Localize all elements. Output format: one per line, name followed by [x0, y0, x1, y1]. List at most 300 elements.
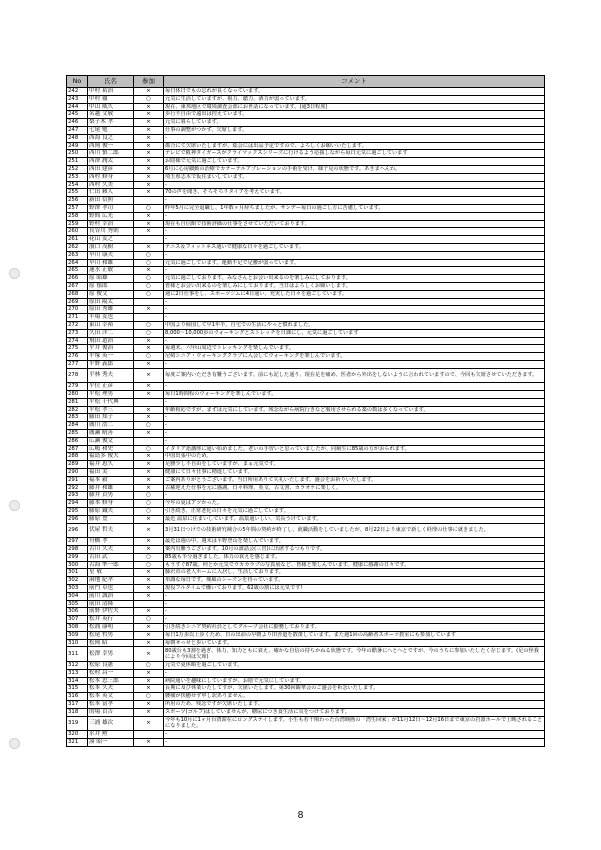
- comment-text: 毎週末、六甲山周辺でトレッキングを楽しんでいます。: [164, 345, 545, 353]
- comment-text: 元気に生活していますが、視力、聴力、酒力が弱っています。: [164, 95, 545, 103]
- member-name: 福井 恵久: [88, 461, 134, 469]
- table-row: [67, 414, 545, 422]
- member-name: 洞地 紀孝: [88, 577, 134, 585]
- comment-text: -: [164, 298, 545, 306]
- row-number: 250: [67, 150, 88, 158]
- member-name: 水井 勲: [88, 731, 134, 739]
- attendance-mark: ×: [134, 126, 164, 134]
- attendance-mark: ×: [134, 453, 164, 461]
- comment-text: イタリア語講座に通い始めました。老いの手習いと思っていましたが、同級生に85歳の方がおられます。: [164, 445, 545, 453]
- row-number: 296: [67, 515, 88, 523]
- table-row: [67, 204, 545, 212]
- attendance-mark: ×: [134, 360, 164, 368]
- row-number: 285: [67, 430, 88, 438]
- table-row: [67, 88, 545, 96]
- comment-text: -: [164, 337, 545, 345]
- attendance-mark: ○: [134, 661, 164, 669]
- attendance-mark: ○: [134, 290, 164, 298]
- attendance-mark: ×: [134, 685, 164, 693]
- member-name: 西村 久美: [88, 181, 134, 189]
- table-row: [67, 437, 545, 445]
- member-name: 早川 康夫: [88, 251, 134, 259]
- attendance-mark: ×: [134, 267, 164, 275]
- row-number: 318: [67, 708, 88, 716]
- member-name: 速水 正敏: [88, 267, 134, 275]
- comment-text: 元気に暮らしています。: [164, 119, 545, 127]
- attendance-mark: ○: [134, 321, 164, 329]
- table-row: [67, 329, 545, 337]
- attendance-mark: ○: [134, 251, 164, 259]
- member-name: 古海 準一郎: [88, 561, 134, 569]
- table-row: [67, 731, 545, 739]
- member-name: 松本 久夫: [88, 685, 134, 693]
- member-name: 西澤 潤太: [88, 158, 134, 166]
- row-number: 260: [67, 228, 88, 236]
- comment-text: -: [164, 306, 545, 314]
- table-row: [67, 398, 545, 406]
- row-number: 282: [67, 406, 88, 414]
- member-name: 平松 千代典: [88, 398, 134, 406]
- attendance-mark: ×: [134, 608, 164, 616]
- attendance-mark: ×: [134, 173, 164, 181]
- table-row: [67, 103, 545, 111]
- member-name: 前野 伊佐夫: [88, 608, 134, 616]
- member-name: 野澤 孝司: [88, 204, 134, 212]
- table-row: [67, 469, 545, 477]
- comment-text: 毎朝せっせと歩いています。: [164, 639, 545, 647]
- row-number: 288: [67, 453, 88, 461]
- member-name: 西海 良之: [88, 134, 134, 142]
- attendance-mark: ×: [134, 150, 164, 158]
- row-number: 261: [67, 236, 88, 244]
- member-name: 松本 富孝: [88, 700, 134, 708]
- row-number: 295: [67, 508, 88, 516]
- table-row: [67, 592, 545, 600]
- comment-text: 今年も10月に1ヶ月台湾滞在にロングステイします。小生も若干関わった台湾映画の「湾生回家」が11月12日〜12月16日まで東京の岩波ホールで上映されることになりました。: [165, 716, 543, 730]
- table-row: [67, 492, 545, 500]
- attendance-mark: ×: [134, 585, 164, 593]
- comment-text: -: [164, 134, 545, 142]
- attendance-mark: ○: [134, 353, 164, 361]
- header-name: 氏名: [88, 76, 134, 88]
- table-row: [67, 600, 545, 608]
- attendance-mark: ○: [134, 95, 164, 103]
- table-row: [67, 181, 545, 189]
- attendance-mark: ×: [134, 414, 164, 422]
- member-name: 古川 久夫: [88, 546, 134, 554]
- attendance-mark: ×: [134, 243, 164, 251]
- attendance-mark: ×: [134, 647, 164, 662]
- attendance-mark: [134, 314, 164, 322]
- comment-text: お陰様で元気に過ごしています。: [164, 158, 545, 166]
- member-name: 長谷川 秀則: [88, 228, 134, 236]
- comment-text: 引き続き、正常老化の日々を元気に過ごしています。: [164, 508, 545, 516]
- row-number: 290: [67, 469, 88, 477]
- comment-text: 最近 温泉に住まいしています。温泉通いしい、気長うけています。: [164, 515, 545, 523]
- member-name: 七尾 勉: [88, 126, 134, 134]
- table-row: [67, 661, 545, 669]
- table-row: [67, 623, 545, 631]
- comment-text: 現在、東邦地区で環境調査会部にお世話になっています。(通3日程度): [164, 103, 545, 111]
- attendance-mark: ×: [134, 103, 164, 111]
- comment-text: 現役フルタイムで働いております。62歳の割には元気です!: [164, 585, 545, 593]
- table-body: [67, 88, 545, 747]
- member-name: 藤本 修身: [88, 500, 134, 508]
- member-name: 三浦 雄次: [88, 716, 134, 731]
- row-number: 286: [67, 437, 88, 445]
- table-row: [67, 298, 545, 306]
- table-row: [67, 500, 545, 508]
- member-name: 舟橋 孝: [88, 538, 134, 546]
- member-name: 廣瀬 晴善: [88, 430, 134, 438]
- attendance-mark: ×: [134, 189, 164, 197]
- header-no: No: [67, 76, 88, 88]
- table-row: [67, 282, 545, 290]
- attendance-mark: ×: [134, 515, 164, 523]
- row-number: 294: [67, 500, 88, 508]
- row-number: 251: [67, 158, 88, 166]
- comment-text: スポーツ(ゴルフ)はしていませんが、糖尿につき食生活に気をつけております。: [164, 708, 545, 716]
- member-name: 松浦 康明: [88, 623, 134, 631]
- comment-text: -: [164, 437, 545, 445]
- table-row: [67, 608, 545, 616]
- attendance-mark: ×: [134, 538, 164, 546]
- member-name: 前田 清隆: [88, 600, 134, 608]
- row-number: 274: [67, 337, 88, 345]
- member-name: 福島多 俊夫: [88, 453, 134, 461]
- attendance-mark: ×: [134, 430, 164, 438]
- table-row: [67, 353, 545, 361]
- row-number: 259: [67, 220, 88, 228]
- attendance-mark: ○: [134, 508, 164, 516]
- comment-text: 週に2日仕事をし、スポーツジムに4日通い、充実した日々を過ごしています。: [164, 290, 545, 298]
- comment-text: 毎日1万歩以上歩くため、日の出前の早朝より田舎道を散策しています。また週1回の高齢者スポーツ教室にも参加しています: [164, 631, 545, 639]
- table-row: [67, 321, 545, 329]
- member-name: 原 昭雄: [88, 275, 134, 283]
- attendance-mark: ×: [134, 158, 164, 166]
- table-row: [67, 165, 545, 173]
- row-number: 268: [67, 290, 88, 298]
- punch-hole-icon: [9, 738, 20, 749]
- table-row: [67, 430, 545, 438]
- row-number: 254: [67, 181, 88, 189]
- comment-text: 毎日休日でもの忘れが良くなっています。: [164, 88, 545, 96]
- attendance-mark: ×: [134, 368, 164, 383]
- member-name: 平野 義郎: [88, 360, 134, 368]
- row-number: 287: [67, 445, 88, 453]
- row-number: 301: [67, 569, 88, 577]
- table-row: [67, 212, 545, 220]
- table-header-row: [67, 76, 545, 88]
- table-row: [67, 337, 545, 345]
- member-name: 松澤 幸男: [88, 647, 134, 662]
- attendance-mark: ×: [134, 345, 164, 353]
- member-name: 松井 英行: [88, 616, 134, 624]
- member-name: 原 郁郎: [88, 282, 134, 290]
- table-row: [67, 275, 545, 283]
- member-name: 的場 貞吉: [88, 708, 134, 716]
- member-name: 平井 俊治: [88, 345, 134, 353]
- comment-text: 3月31日つけでの技術研究補合の5年間の契約が終了し、就職活動をしていましたが、8月22日より東京で新しく経理の仕事に就きました。: [164, 523, 545, 538]
- table-row: [67, 134, 545, 142]
- comment-text: -: [164, 181, 545, 189]
- attendance-mark: [134, 437, 164, 445]
- table-row: [67, 360, 545, 368]
- row-number: 283: [67, 414, 88, 422]
- comment-text: -: [164, 422, 545, 430]
- row-number: 305: [67, 600, 88, 608]
- row-number: 270: [67, 306, 88, 314]
- row-number: 279: [67, 383, 88, 391]
- attendance-mark: ×: [134, 523, 164, 538]
- row-number: 266: [67, 275, 88, 283]
- comment-text: 元気で夏休暇を過ごしています。: [164, 661, 545, 669]
- row-number: 280: [67, 391, 88, 399]
- table-row: [67, 647, 545, 662]
- table-row: [67, 677, 545, 685]
- member-name: 原田 秀雄: [88, 306, 134, 314]
- comment-text: もうすぐ87歳。何とか元気でウカカラブの写真展など、皆様と楽しんでいます。健康に感謝の日々です。: [164, 561, 545, 569]
- table-row: [67, 445, 545, 453]
- member-name: 中村 徹: [88, 95, 134, 103]
- comment-text: 中国より帰国して早1年半。自宅での生活にやっと慣れました。: [164, 321, 545, 329]
- attendance-mark: ○: [134, 422, 164, 430]
- comment-text: -: [164, 616, 545, 624]
- comment-text: 毎度ご案内いただき有難うございます。前にも記した通り、現在足を痛め、医者から外出をしないように言われていますので、今回も欠席させていただきます。: [164, 368, 545, 383]
- attendance-mark: ×: [134, 391, 164, 399]
- row-number: 264: [67, 259, 88, 267]
- member-name: 濱口 茂樹: [88, 243, 134, 251]
- member-name: 中村 祐治: [88, 88, 134, 96]
- row-number: 263: [67, 251, 88, 259]
- comment-text: 8,000〜10,000歩のウォーキングとストレッチを日課にし、元気に過ごしています: [164, 329, 545, 337]
- member-name: 早川 和雄: [88, 259, 134, 267]
- row-number: 242: [67, 88, 88, 96]
- member-name: 久田 洋二: [88, 329, 134, 337]
- attendance-mark: ×: [134, 677, 164, 685]
- punch-hole-icon: [9, 268, 20, 279]
- attendance-mark: ×: [134, 569, 164, 577]
- attendance-mark: ×: [134, 228, 164, 236]
- comment-text: -: [164, 383, 545, 391]
- row-number: 302: [67, 577, 88, 585]
- member-name: 平林 秀夫: [88, 368, 134, 383]
- row-number: 291: [67, 476, 88, 484]
- attendance-mark: ○: [134, 553, 164, 561]
- attendance-mark: ×: [134, 577, 164, 585]
- row-number: 311: [67, 647, 88, 662]
- row-number: 277: [67, 360, 88, 368]
- row-number: 244: [67, 103, 88, 111]
- row-number: 272: [67, 321, 88, 329]
- table-row: [67, 391, 545, 399]
- attendance-mark: ×: [134, 383, 164, 391]
- comment-text: 元気に過ごしています。運動不足で足腰が弱っています。: [164, 259, 545, 267]
- comment-text: 長期に及び休業いたしてすが、欠席いたします。第30回観華会のご盛会を祈念いたします。: [164, 685, 545, 693]
- comment-text: 70の声を聞き、そろそろリタイアを考えています。: [164, 189, 545, 197]
- row-number: 307: [67, 616, 88, 624]
- row-number: 249: [67, 142, 88, 150]
- row-number: 265: [67, 267, 88, 275]
- row-number: 304: [67, 592, 88, 600]
- member-name: 西川 慎二郎: [88, 150, 134, 158]
- table-row: [67, 585, 545, 593]
- table-row: [67, 306, 545, 314]
- member-name: 福田 実: [88, 469, 134, 477]
- table-row: [67, 546, 545, 554]
- attendance-mark: ×: [134, 406, 164, 414]
- member-name: 伏屋 哲夫: [88, 523, 134, 538]
- member-name: 藤原 豊: [88, 515, 134, 523]
- comment-text: テレビで阪神タイガースがクライマックスシリーズに行けるよう応援しながら毎日元気に過ごしています: [164, 150, 545, 158]
- comment-text: 歩行不自由で遠出は控えています。: [164, 111, 545, 119]
- table-row: [67, 453, 545, 461]
- table-row: [67, 693, 545, 701]
- attendance-table: [66, 75, 545, 747]
- attendance-mark: ×: [134, 134, 164, 142]
- row-number: 315: [67, 685, 88, 693]
- row-number: 292: [67, 484, 88, 492]
- header-attendance: 参加: [134, 76, 164, 88]
- punch-hole-icon: [9, 500, 20, 511]
- comment-text: 元気に過ごしております。みなさんとお会い出来るのを楽しみにしております。: [164, 275, 545, 283]
- attendance-mark: ×: [134, 469, 164, 477]
- comment-text: ご案内ありがとうございます。当日所用ありて失礼いたします。盛会をお祈りいたします。: [164, 476, 545, 484]
- row-number: 312: [67, 661, 88, 669]
- table-row: [67, 669, 545, 677]
- table-row: [67, 553, 545, 561]
- attendance-mark: ×: [134, 461, 164, 469]
- member-name: 原田 陽太: [88, 298, 134, 306]
- table-row: [67, 561, 545, 569]
- attendance-mark: ×: [134, 119, 164, 127]
- member-name: 藤原 鐵夫: [88, 508, 134, 516]
- row-number: 253: [67, 173, 88, 181]
- table-row: [67, 700, 545, 708]
- table-row: [67, 290, 545, 298]
- attendance-mark: ○: [134, 445, 164, 453]
- table-row: [67, 150, 545, 158]
- attendance-mark: ×: [134, 220, 164, 228]
- row-number: 284: [67, 422, 88, 430]
- attendance-mark: ○: [134, 282, 164, 290]
- row-number: 258: [67, 212, 88, 220]
- table-row: [67, 577, 545, 585]
- comment-text: -: [164, 492, 545, 500]
- table-row: [67, 189, 545, 197]
- row-number: 296: [67, 523, 88, 538]
- comment-text: 埼玉県志木で仮住まいしています。: [164, 173, 545, 181]
- comment-text: 尼崎シニア・ウォーキングクラブに入会してウォーキングを楽しんでいます。: [164, 353, 545, 361]
- comment-text: -: [164, 360, 545, 368]
- table-row: [67, 631, 545, 639]
- row-number: 246: [67, 119, 88, 127]
- table-row: [67, 111, 545, 119]
- comment-text: 都合にて欠席いたしますが、総会には出品予定ですので、よろしくお願いいたします。: [164, 142, 545, 150]
- table-row: [67, 314, 545, 322]
- attendance-mark: [134, 236, 164, 244]
- header-comment: コメント: [164, 76, 545, 88]
- row-number: 256: [67, 197, 88, 205]
- member-name: 古田 武: [88, 553, 134, 561]
- table-row: [67, 738, 545, 746]
- table-row: [67, 142, 545, 150]
- table-row: [67, 158, 545, 166]
- table-row: [67, 259, 545, 267]
- table-row: [67, 197, 545, 205]
- attendance-mark: ×: [134, 716, 164, 731]
- comment-text: 病院通いを趣味にしていますが、お陰で元気にしています。: [164, 677, 545, 685]
- row-number: 271: [67, 314, 88, 322]
- table-row: [67, 616, 545, 624]
- row-number: 267: [67, 282, 88, 290]
- attendance-mark: ×: [134, 165, 164, 173]
- table-row: [67, 708, 545, 716]
- table-row: [67, 119, 545, 127]
- member-name: 平塚 英一: [88, 353, 134, 361]
- row-number: 320: [67, 731, 88, 739]
- attendance-mark: ×: [134, 476, 164, 484]
- table-row: [67, 508, 545, 516]
- attendance-mark: ×: [134, 700, 164, 708]
- comment-text: -: [164, 267, 545, 275]
- member-name: 広嶋 和史: [88, 445, 134, 453]
- comment-text: 年齢相応ですが、まずは元気にしています。残念ながら病院行きなど服用させられる薬の数は多くなっています。: [164, 406, 545, 414]
- attendance-mark: ○: [134, 259, 164, 267]
- comment-text: -: [164, 212, 545, 220]
- comment-text: -: [164, 251, 545, 259]
- comment-text: -: [164, 398, 545, 406]
- comment-text: 80歳台も3割を過ぎ、体力、知力ともに衰え、確かな自信の持ちかねる状態です。今年の酷暑にへとへとですが、今のうちに参加いたしたく存じます。(足の怪我により今回は欠席): [164, 647, 545, 662]
- member-name: 松原 良憲: [88, 661, 134, 669]
- comment-text: -: [164, 314, 545, 322]
- table-row: [67, 523, 545, 538]
- member-name: 西岡 俊一: [88, 142, 134, 150]
- comment-text: -: [164, 228, 545, 236]
- member-name: 半場 友也: [88, 314, 134, 322]
- table-row: [67, 236, 545, 244]
- row-number: 281: [67, 398, 88, 406]
- table-row: [67, 515, 545, 523]
- member-name: 星 敬: [88, 569, 134, 577]
- row-number: 298: [67, 546, 88, 554]
- table-row: [67, 95, 545, 103]
- attendance-mark: [134, 197, 164, 205]
- attendance-mark: ×: [134, 623, 164, 631]
- attendance-mark: ×: [134, 639, 164, 647]
- comment-text: -: [164, 414, 545, 422]
- member-name: 前門 卓也: [88, 585, 134, 593]
- row-number: 289: [67, 461, 88, 469]
- attendance-mark: ○: [134, 204, 164, 212]
- table-row: [67, 476, 545, 484]
- row-number: 313: [67, 669, 88, 677]
- row-number: 316: [67, 693, 88, 701]
- comment-text: 毎日1時間程のウォーキングを楽しんでいます。: [164, 391, 545, 399]
- table-row: [67, 685, 545, 693]
- member-name: 松岡 昭: [88, 639, 134, 647]
- attendance-mark: ×: [134, 631, 164, 639]
- comment-text: 85歳も半分過ぎました。体力の衰えを感じます。: [164, 553, 545, 561]
- member-name: 新田 信照: [88, 197, 134, 205]
- comment-text: 所用のため、残念ですが欠席いたします。: [164, 700, 545, 708]
- table-row: [67, 173, 545, 181]
- comment-text: -: [164, 738, 545, 746]
- attendance-mark: ×: [134, 738, 164, 746]
- member-name: 西田 建彦: [88, 165, 134, 173]
- table-row: [67, 251, 545, 259]
- member-name: 松本 忠三郎: [88, 677, 134, 685]
